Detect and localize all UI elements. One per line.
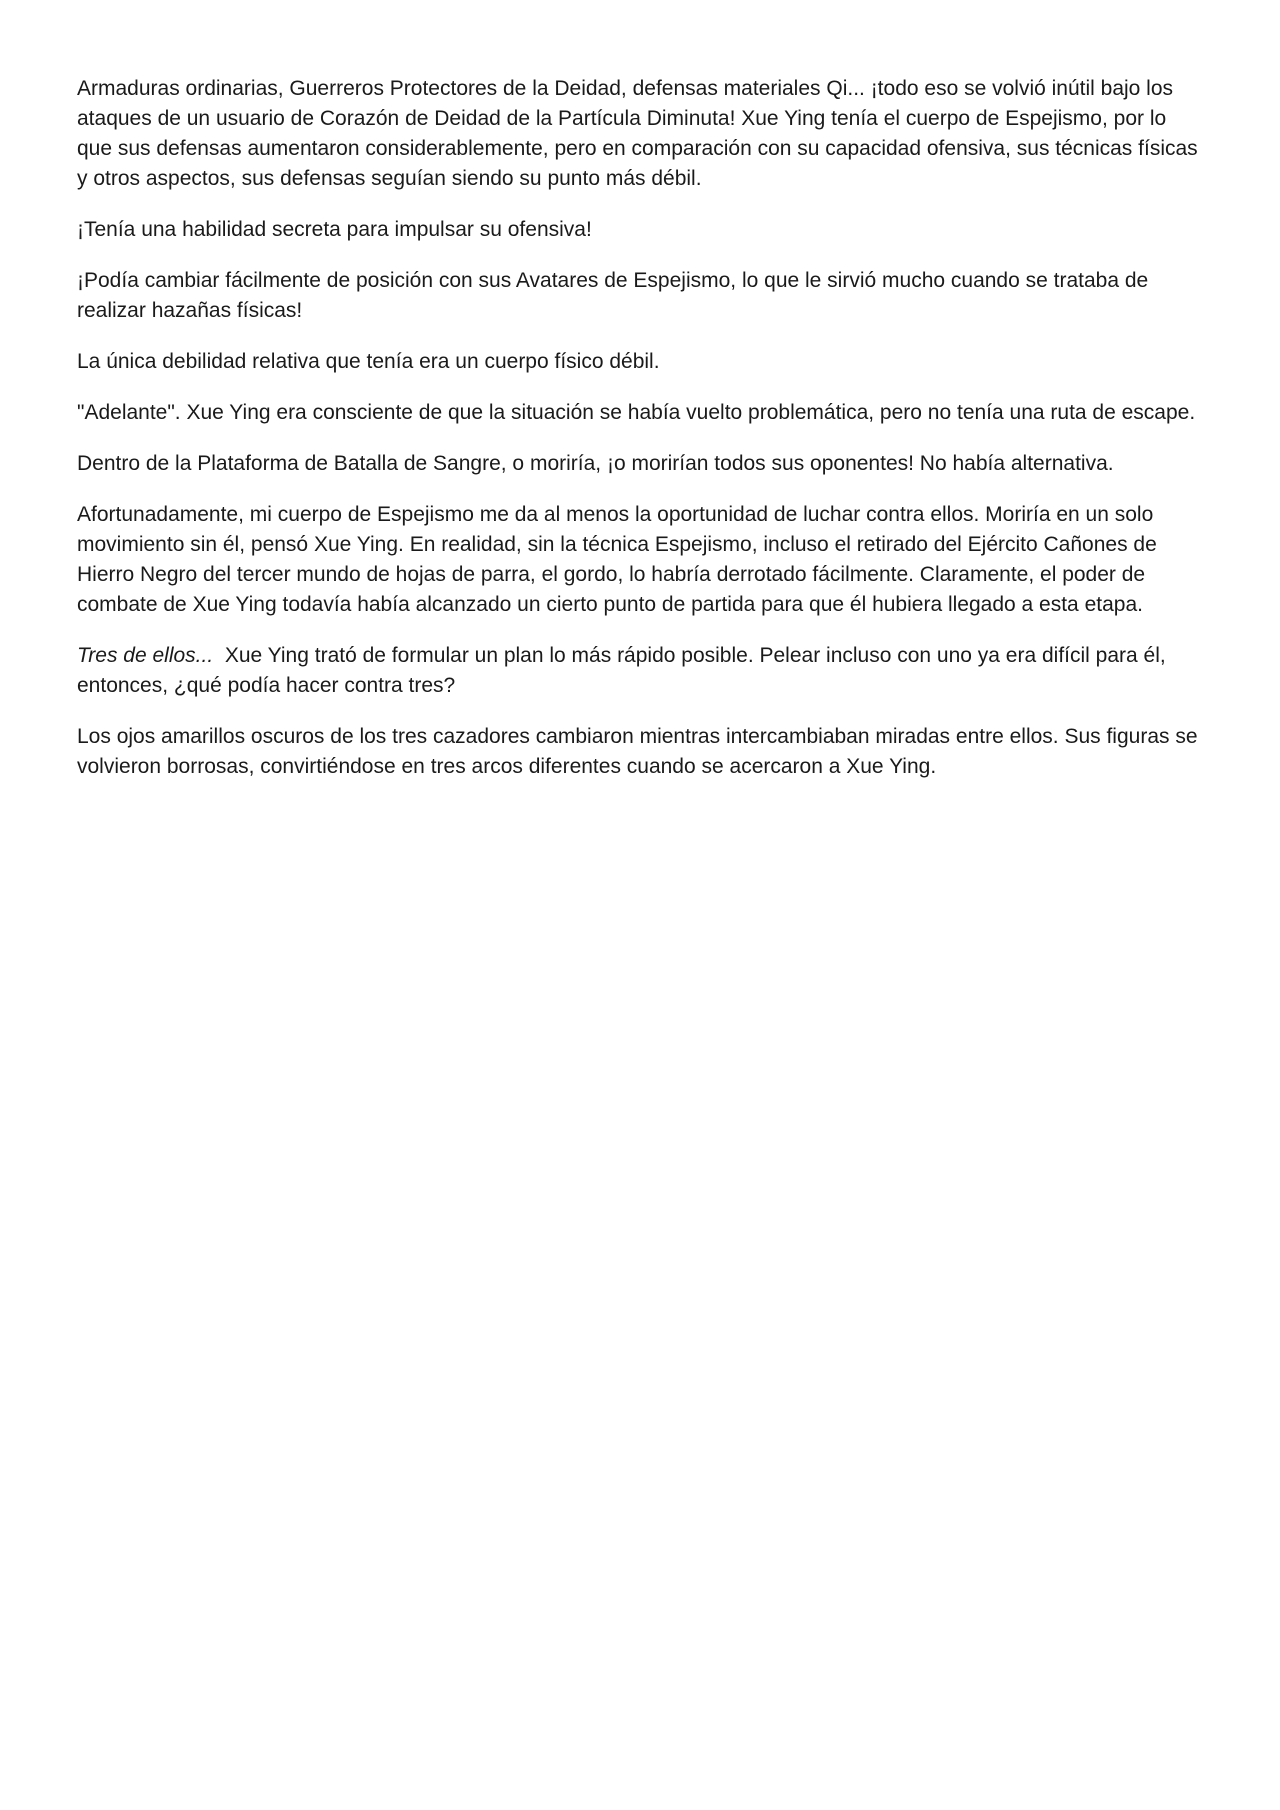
paragraph-6: Dentro de la Plataforma de Batalla de Sangre, o moriría, ¡o morirían todos sus oponentes! No había alternativa. [77,452,1114,475]
paragraph-3: ¡Podía cambiar fácilmente de posición con sus Avatares de Espejismo, lo que le sirvió mucho cuando se trataba de realizar hazañas físicas! [77,269,1149,322]
paragraph-5: "Adelante". Xue Ying era consciente de que la situación se había vuelto problemática, pero no tenía una ruta de escape. [77,401,1196,424]
paragraph-8-italic: Tres de ellos... [77,644,214,667]
paragraph-4: La única debilidad relativa que tenía era un cuerpo físico débil. [77,350,660,373]
paragraph-7: Afortunadamente, mi cuerpo de Espejismo me da al menos la oportunidad de luchar contra ellos. Moriría en un solo movimiento sin él, pensó Xue Ying. En realidad, sin la técnica Espejismo, incluso el retirado del Ejército Cañones de Hierro Negro del tercer mundo de hojas de parra, el gordo, lo habría derrotado fácilmente. Claramente, el poder de combate de Xue Ying todavía había alcanzado un cierto punto de partida para que él hubiera llegado a esta etapa. [77,503,1157,616]
paragraph-8-text: Xue Ying trató de formular un plan lo más rápido posible. Pelear incluso con uno ya era difícil para él, entonces, ¿qué podía hacer contra tres? [77,644,1172,697]
paragraph-2: ¡Tenía una habilidad secreta para impulsar su ofensiva! [77,218,592,241]
paragraph-8 [77,641,1205,701]
paragraph-9: Los ojos amarillos oscuros de los tres cazadores cambiaron mientras intercambiaban miradas entre ellos. Sus figuras se volvieron borrosas, convirtiéndose en tres arcos diferentes cuando se acercaron a Xue Ying. [77,725,1198,778]
document-body [77,74,1205,803]
paragraph-1: Armaduras ordinarias, Guerreros Protectores de la Deidad, defensas materiales Qi... ¡todo eso se volvió inútil bajo los ataques de un usuario de Corazón de Deidad de la Partícula Diminuta! Xue Ying tenía el cuerpo de Espejismo, por lo que sus defensas aumentaron considerablemente, pero en comparación con su capacidad ofensiva, sus técnicas físicas y otros aspectos, sus defensas seguían siendo su punto más débil. [77,77,1198,190]
